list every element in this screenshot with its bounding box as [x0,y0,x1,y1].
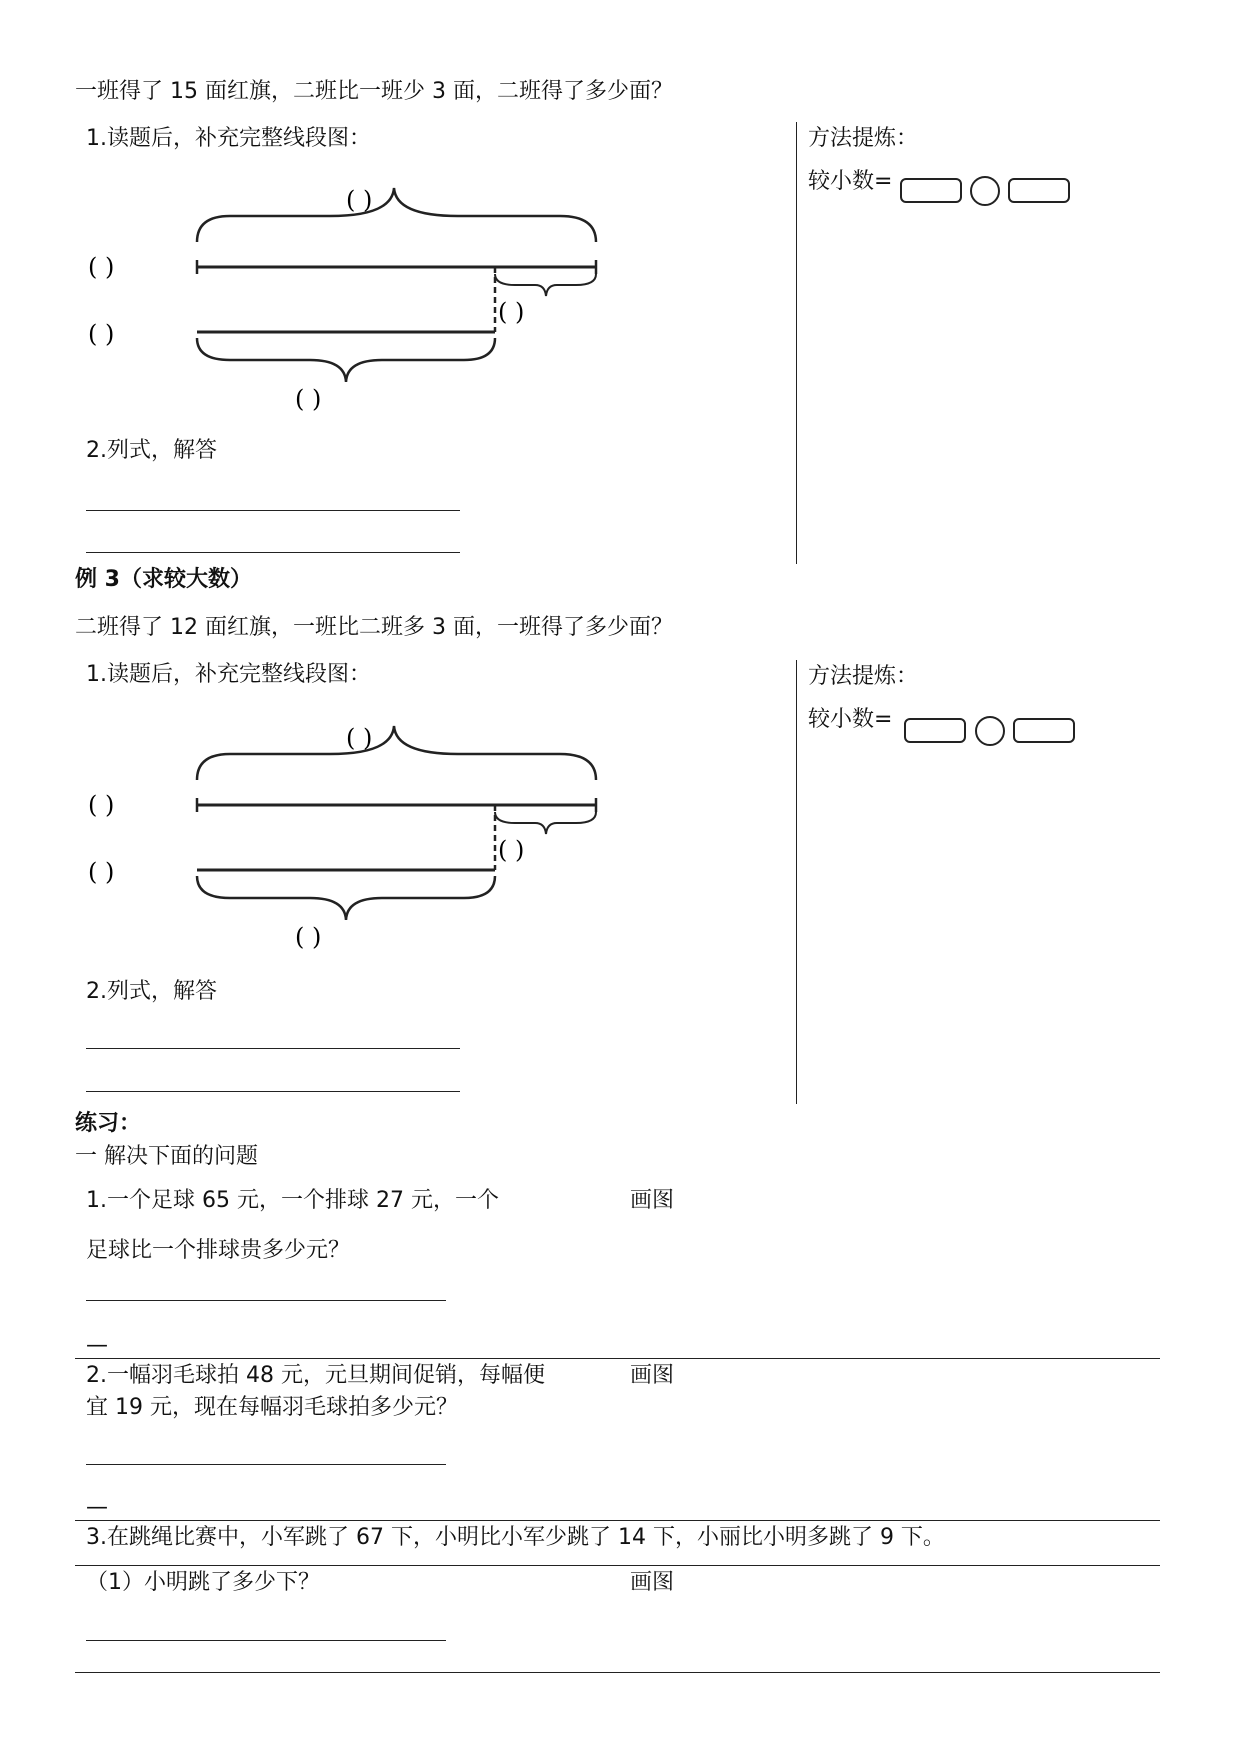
practice-q1-line1: 1.一个足球 65 元，一个排球 27 元，一个 [86,1188,499,1213]
row-divider [75,1520,1160,1521]
practice-subheading: 一 解决下面的问题 [75,1144,258,1169]
method-title: 方法提炼： [808,664,919,689]
practice-q3-line1: 3.在跳绳比赛中，小军跳了 67 下，小明比小军少跳了 14 下，小丽比小明多跳了 9 下。 [86,1525,945,1550]
paren-difference: ( ) [498,836,525,864]
paren-left-2: ( ) [88,858,115,886]
paren-difference: ( ) [498,298,525,326]
segment-diagram-1 [80,170,700,413]
row-divider [75,1565,1160,1566]
method-formula: 较小数= [808,707,893,732]
answer-box[interactable] [900,178,962,203]
answer-line[interactable] [86,1048,460,1049]
answer-line[interactable] [86,510,460,511]
paren-left-1: ( ) [88,253,115,281]
answer-box[interactable] [904,718,966,743]
draw-label: 画图 [630,1570,675,1595]
paren-top: ( ) [346,724,373,752]
step1-label: 1.读题后，补充完整线段图： [86,662,371,687]
brace-difference [495,274,596,296]
operator-circle[interactable] [975,716,1005,746]
paren-bottom: ( ) [295,385,322,413]
step1-label: 1.读题后，补充完整线段图： [86,126,371,151]
row-divider [75,1358,1160,1359]
answer-line[interactable] [86,552,460,553]
practice-q2-line1: 2.一幅羽毛球拍 48 元，元旦期间促销，每幅便 [86,1363,545,1388]
question-2-text: 二班得了 12 面红旗，一班比二班多 3 面，一班得了多少面？ [75,615,673,640]
answer-box[interactable] [1008,178,1070,203]
dash-mark: — [86,1495,108,1520]
method-formula: 较小数= [808,169,893,194]
paren-top: ( ) [346,186,373,214]
brace-top [197,188,596,242]
practice-q2-line2: 宜 19 元，现在每幅羽毛球拍多少元？ [86,1395,458,1420]
brace-bottom [197,338,495,382]
practice-q3-sub1: （1）小明跳了多少下？ [86,1570,320,1595]
draw-label: 画图 [630,1188,675,1213]
operator-circle[interactable] [970,176,1000,206]
paren-bottom: ( ) [295,923,322,951]
example-heading: 例 3（求较大数） [75,567,252,592]
answer-line[interactable] [86,1640,446,1641]
paren-left-2: ( ) [88,320,115,348]
answer-line[interactable] [86,1464,446,1465]
step2-label: 2.列式，解答 [86,979,217,1004]
method-title: 方法提炼： [808,126,919,151]
step2-label: 2.列式，解答 [86,438,217,463]
brace-bottom [197,876,495,920]
answer-line[interactable] [86,1300,446,1301]
draw-label: 画图 [630,1363,675,1388]
brace-difference [495,812,596,834]
column-divider [796,660,797,1104]
paren-left-1: ( ) [88,791,115,819]
practice-q1-line2: 足球比一个排球贵多少元？ [86,1238,351,1263]
brace-top [197,726,596,780]
column-divider [796,122,797,564]
segment-diagram-2 [80,708,700,951]
practice-heading: 练习： [75,1111,142,1136]
row-divider [75,1672,1160,1673]
question-1-text: 一班得了 15 面红旗，二班比一班少 3 面，二班得了多少面？ [75,79,673,104]
answer-line[interactable] [86,1091,460,1092]
dash-mark: — [86,1333,108,1358]
answer-box[interactable] [1013,718,1075,743]
